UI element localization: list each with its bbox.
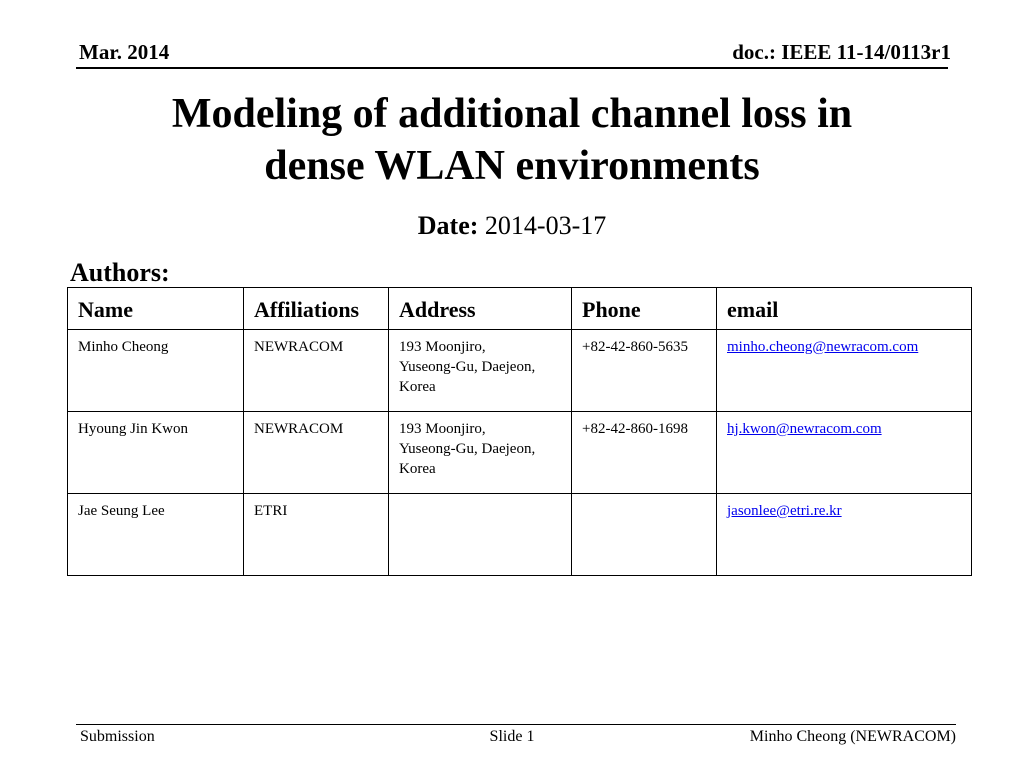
- table-header-row: [68, 288, 972, 330]
- slide-title-line-1: Modeling of additional channel loss in: [171, 91, 853, 137]
- author-address: [389, 330, 572, 412]
- author-email-link[interactable]: hj.kwon@newracom.com: [727, 421, 882, 437]
- author-affiliation: ETRI: [244, 494, 389, 576]
- address-line: Korea: [399, 379, 436, 395]
- author-address: [389, 494, 572, 576]
- author-name: Jae Seung Lee: [68, 494, 244, 576]
- author-phone: [572, 494, 717, 576]
- author-email-cell: [717, 330, 972, 412]
- slide-title-line-2: dense WLAN environments: [264, 143, 760, 189]
- date-label: Date:: [417, 211, 479, 240]
- author-phone: +82-42-860-1698: [572, 412, 717, 494]
- author-email-link[interactable]: minho.cheong@newracom.com: [727, 339, 919, 355]
- address-line: Korea: [399, 461, 436, 477]
- address-line: Yuseong-Gu, Daejeon,: [399, 441, 536, 457]
- footer-submission: Submission: [80, 728, 155, 745]
- author-affiliation: NEWRACOM: [244, 330, 389, 412]
- author-name: Hyoung Jin Kwon: [68, 412, 244, 494]
- date-value: 2014-03-17: [478, 211, 607, 240]
- column-header-name: Name: [68, 288, 244, 330]
- author-affiliation: NEWRACOM: [244, 412, 389, 494]
- author-email-cell: [717, 494, 972, 576]
- address-line: 193 Moonjiro,: [399, 339, 486, 355]
- column-header-affiliations: Affiliations: [244, 288, 389, 330]
- footer-divider: [76, 724, 956, 725]
- author-phone: +82-42-860-5635: [572, 330, 717, 412]
- author-email-cell: [717, 412, 972, 494]
- author-address: [389, 412, 572, 494]
- table-row: [68, 412, 972, 494]
- authors-label: Authors:: [70, 258, 170, 287]
- header-date: Mar. 2014: [79, 40, 170, 64]
- slide-title: [0, 88, 1024, 192]
- column-header-phone: Phone: [572, 288, 717, 330]
- address-line: 193 Moonjiro,: [399, 421, 486, 437]
- footer-author: Minho Cheong (NEWRACOM): [749, 728, 956, 745]
- header-divider: [76, 67, 948, 69]
- table-row: [68, 494, 972, 576]
- author-email-link[interactable]: jasonlee@etri.re.kr: [727, 503, 842, 519]
- column-header-email: email: [717, 288, 972, 330]
- footer-slide-number: Slide 1: [489, 728, 535, 745]
- column-header-address: Address: [389, 288, 572, 330]
- header-doc-id: doc.: IEEE 11-14/0113r1: [732, 40, 951, 64]
- date-line: [0, 211, 1024, 241]
- author-name: Minho Cheong: [68, 330, 244, 412]
- authors-table: [67, 287, 972, 576]
- table-row: [68, 330, 972, 412]
- address-line: Yuseong-Gu, Daejeon,: [399, 359, 536, 375]
